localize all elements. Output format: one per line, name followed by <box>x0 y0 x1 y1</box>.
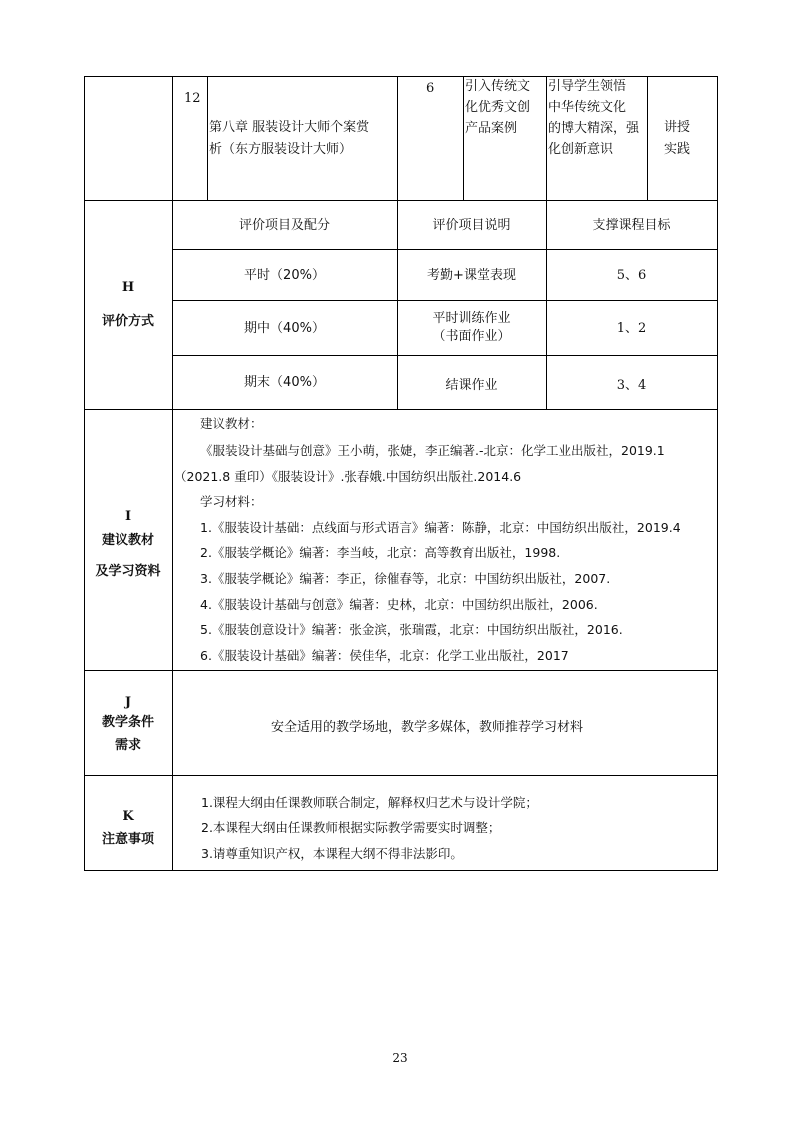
row12-divider-3 <box>463 76 464 200</box>
h-row1-target: 5、6 <box>616 268 647 283</box>
row12-divider-5 <box>647 76 648 200</box>
h-row1-item: 平时（20%） <box>244 268 325 283</box>
row12-element-line2: 化优秀文创 <box>465 100 531 115</box>
i-bottom <box>84 670 718 671</box>
row12-goal-line1: 引导学生领悟 <box>548 79 627 94</box>
section-i-title-line1: 建议教材 <box>101 533 154 548</box>
h-header-target: 支撑课程目标 <box>592 218 671 233</box>
k-note-2: 2.本课程大纲由任课教师根据实际教学需要实时调整； <box>201 820 501 835</box>
k-note-3: 3.请尊重知识产权，本课程大纲不得非法影印。 <box>201 846 463 861</box>
section-k-letter: K <box>122 809 134 824</box>
h-row3-desc: 结课作业 <box>445 378 498 393</box>
section-j-title-line2: 需求 <box>114 738 141 753</box>
h-header-item: 评价项目及配分 <box>238 218 330 233</box>
row12-method-line1: 讲授 <box>664 120 691 135</box>
i-line-material-5: 5.《服装创意设计》编著：张金滨，张瑞霞，北京：中国纺织出版社，2016. <box>200 622 623 637</box>
row12-goal-line4: 化创新意识 <box>548 142 614 157</box>
row12-divider-2 <box>397 76 398 200</box>
i-line-material-1: 1.《服装设计基础：点线面与形式语言》编著：陈静，北京：中国纺织出版社，2019.4 <box>200 520 681 535</box>
row12-goal-line2: 中华传统文化 <box>548 100 627 115</box>
i-line-material-4: 4.《服装设计基础与创意》编著：史林，北京：中国纺织出版社，2006. <box>200 597 598 612</box>
i-line-material-6: 6.《服装设计基础》编著：侯佳华，北京：化学工业出版社，2017 <box>200 648 569 663</box>
table-border-bottom <box>84 870 718 871</box>
section-i-letter: I <box>124 509 132 524</box>
h-row2-desc-line1: 平时训练作业 <box>432 311 511 326</box>
section-i-title-line2: 及学习资料 <box>95 564 161 579</box>
h-row2-target: 1、2 <box>616 321 647 336</box>
h-row2-item: 期中（40%） <box>244 321 325 336</box>
h-row1-bottom <box>172 300 718 301</box>
row12-divider-4 <box>546 76 547 200</box>
i-line-material-2: 2.《服装学概论》编著：李当岐，北京：高等教育出版社，1998. <box>200 545 561 560</box>
h-row2-bottom <box>172 355 718 356</box>
h-row3-item: 期末（40%） <box>244 375 325 390</box>
h-header-desc: 评价项目说明 <box>432 218 511 233</box>
row12-element-line3: 产品案例 <box>465 121 518 136</box>
h-bottom <box>84 409 718 410</box>
h-row3-target: 3、4 <box>616 378 647 393</box>
i-line-textbook-heading: 建议教材： <box>200 416 263 431</box>
row12-number: 12 <box>184 91 201 106</box>
row12-goal-line3: 的博大精深，强 <box>548 121 640 136</box>
i-line-textbook-1: 《服装设计基础与创意》王小萌，张婕，李正编著.-北京：化学工业出版社，2019.1 <box>200 443 665 458</box>
section-j-title-line1: 教学条件 <box>101 715 154 730</box>
row12-element-line1: 引入传统文 <box>465 79 531 94</box>
row12-method-line2: 实践 <box>664 142 691 157</box>
section-label-divider <box>172 76 173 871</box>
row12-bottom <box>84 200 718 201</box>
j-bottom <box>84 775 718 776</box>
i-line-textbook-2: （2021.8 重印）《服装设计》.张春娥.中国纺织出版社.2014.6 <box>174 469 522 484</box>
j-content: 安全适用的教学场地，教学多媒体，教师推荐学习材料 <box>271 720 584 735</box>
row12-chapter-line2: 析（东方服装设计大师） <box>209 142 353 157</box>
k-note-1: 1.课程大纲由任课教师联合制定，解释权归艺术与设计学院； <box>201 795 538 810</box>
section-h-letter: H <box>121 280 135 295</box>
table-border-right <box>717 76 718 871</box>
i-line-materials-heading: 学习材料： <box>200 494 263 509</box>
row12-divider-1 <box>207 76 208 200</box>
h-header-bottom <box>172 249 718 250</box>
h-row2-desc-line2: （书面作业） <box>432 329 511 344</box>
section-j-letter: J <box>124 695 132 710</box>
row12-chapter-line1: 第八章 服装设计大师个案赏 <box>209 120 370 135</box>
section-h-title: 评价方式 <box>101 314 154 329</box>
section-k-title: 注意事项 <box>101 832 154 847</box>
h-row1-desc: 考勤+课堂表现 <box>427 268 516 283</box>
page-number: 23 <box>392 1051 408 1065</box>
i-line-material-3: 3.《服装学概论》编著：李正，徐催春等，北京：中国纺织出版社，2007. <box>200 571 611 586</box>
row12-hours: 6 <box>426 81 435 96</box>
table-border-top <box>84 76 718 77</box>
